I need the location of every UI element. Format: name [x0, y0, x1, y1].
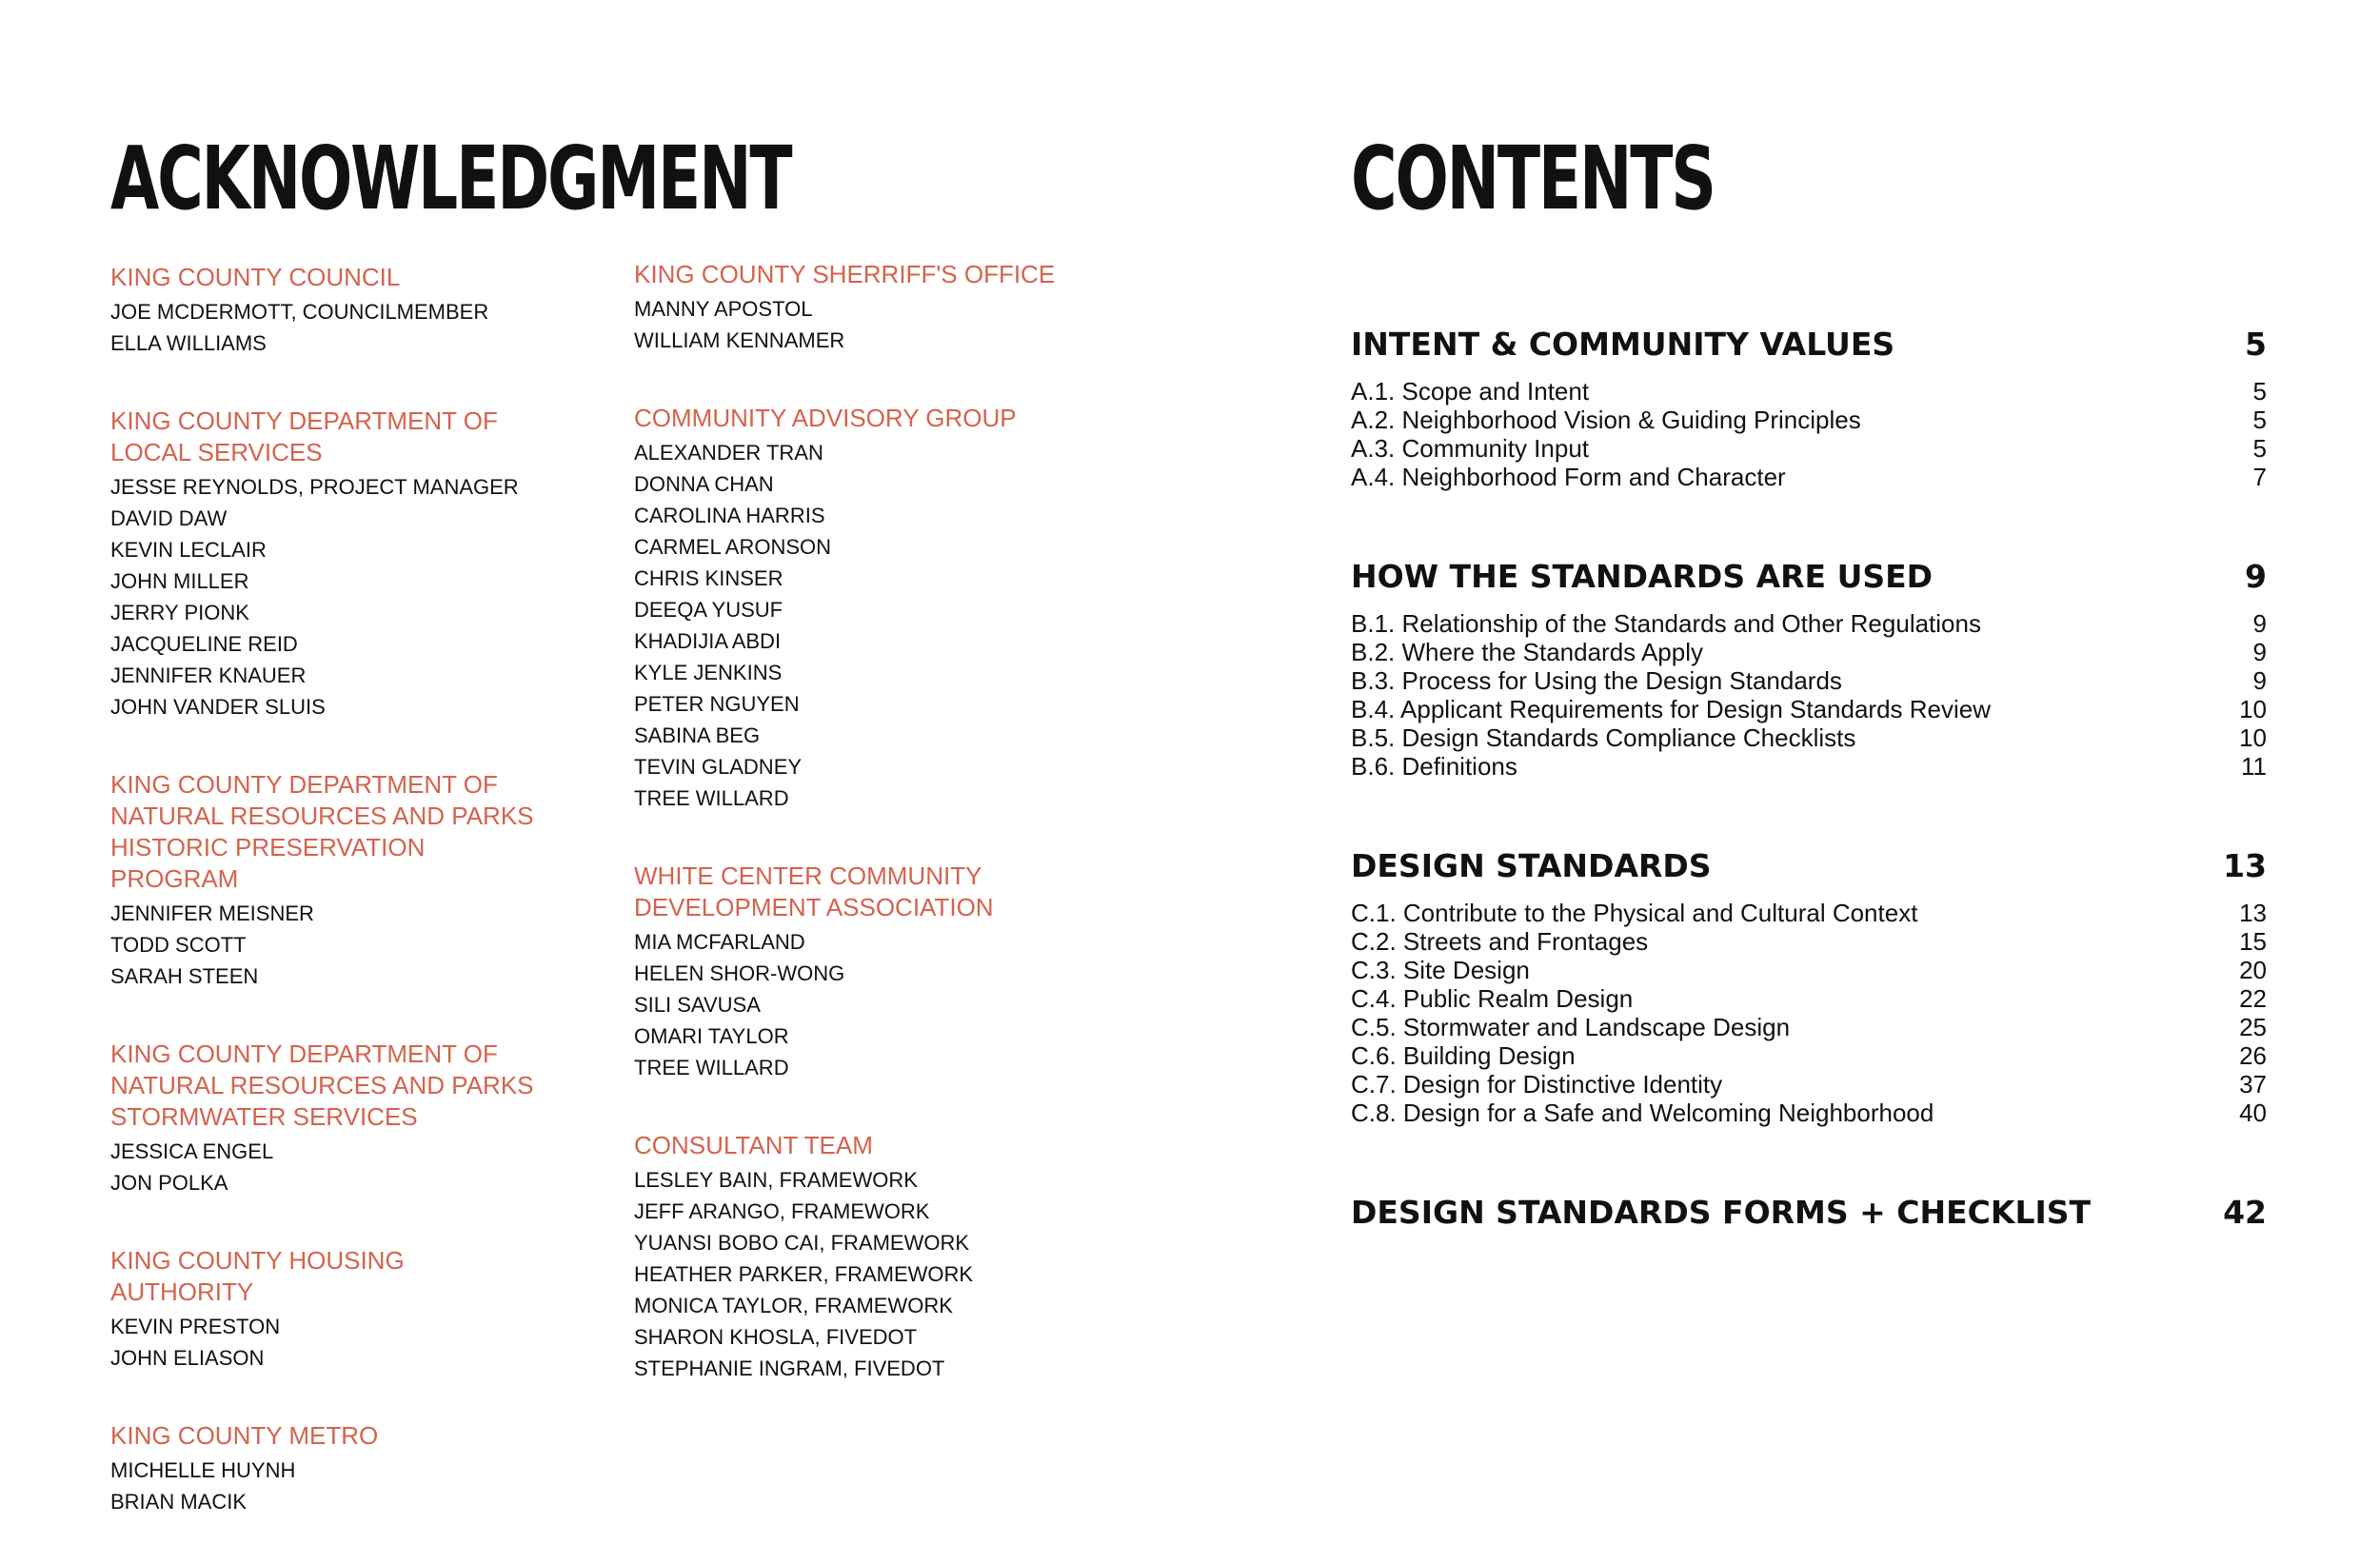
member-name: CHRIS KINSER — [634, 566, 783, 590]
member-name: HEATHER PARKER, FRAMEWORK — [634, 1262, 974, 1286]
member-name: DONNA CHAN — [634, 472, 774, 496]
toc-entry — [1351, 695, 2267, 723]
member-name: JENNIFER KNAUER — [110, 663, 307, 687]
toc-entry — [1351, 1099, 2267, 1127]
member-name: ALEXANDER TRAN — [634, 441, 823, 465]
toc-entry-label: B.5. Design Standards Compliance Checklists — [1351, 723, 1856, 752]
member-name: BRIAN MACIK — [110, 1490, 248, 1514]
member-name: JENNIFER MEISNER — [110, 901, 314, 925]
toc-entry-label: C.8. Design for a Safe and Welcoming Neighborhood — [1351, 1099, 1934, 1127]
toc-entry-page: 5 — [2252, 434, 2267, 463]
group-title — [110, 1039, 644, 1133]
toc-entry-label: C.7. Design for Distinctive Identity — [1351, 1070, 1723, 1099]
toc-entry-page: 40 — [2239, 1099, 2267, 1127]
toc-entry-label: B.6. Definitions — [1351, 752, 1517, 781]
member-name: TODD SCOTT — [110, 933, 247, 957]
toc-entry-label: C.5. Stormwater and Landscape Design — [1351, 1013, 1791, 1041]
toc-entry — [1351, 984, 2267, 1013]
group-title-line: KING COUNTY HOUSING — [110, 1246, 405, 1275]
acknowledgment-group — [110, 1039, 644, 1198]
group-title-line: KING COUNTY DEPARTMENT OF — [110, 406, 498, 435]
toc-entry — [1351, 956, 2267, 984]
toc-entry-page: 22 — [2239, 984, 2267, 1013]
acknowledgment-group — [110, 1420, 644, 1517]
toc-section — [1351, 841, 2267, 1127]
toc-entry-page: 9 — [2252, 609, 2267, 638]
toc-entry-label: B.2. Where the Standards Apply — [1351, 638, 1703, 666]
toc-entry-label: C.1. Contribute to the Physical and Cultural Context — [1351, 899, 1918, 927]
member-name: KYLE JENKINS — [634, 661, 783, 684]
group-title-line: CONSULTANT TEAM — [634, 1131, 873, 1159]
toc-section-title: DESIGN STANDARDS FORMS + CHECKLIST — [1351, 1194, 2092, 1231]
toc-section — [1351, 552, 2267, 781]
acknowledgment-title: ACKNOWLEDGMENT — [110, 128, 791, 229]
group-title-line: KING COUNTY SHERRIFF'S OFFICE — [634, 260, 1056, 288]
member-name: MIA MCFARLAND — [634, 930, 805, 954]
toc-entry — [1351, 927, 2267, 956]
toc-entry — [1351, 723, 2267, 752]
toc-entry — [1351, 377, 2267, 406]
toc-entry — [1351, 1041, 2267, 1070]
toc-entry-label: B.1. Relationship of the Standards and Other Regulations — [1351, 609, 1981, 638]
toc-entry-label: A.1. Scope and Intent — [1351, 377, 1590, 406]
member-name: CAROLINA HARRIS — [634, 504, 825, 527]
member-name: JOHN MILLER — [110, 569, 249, 593]
toc-entry-page: 9 — [2252, 638, 2267, 666]
acknowledgment-group — [634, 259, 1167, 356]
member-name: TREE WILLARD — [634, 786, 789, 810]
group-title-line: KING COUNTY DEPARTMENT OF — [110, 770, 498, 799]
toc-section-title: DESIGN STANDARDS — [1351, 847, 1712, 884]
acknowledgment-group — [110, 406, 644, 723]
toc-entry-page: 37 — [2239, 1070, 2267, 1099]
toc-section-title: INTENT & COMMUNITY VALUES — [1351, 326, 1895, 363]
member-name: MANNY APOSTOL — [634, 297, 813, 321]
toc-entry — [1351, 406, 2267, 434]
member-name: JOHN ELIASON — [110, 1346, 265, 1370]
group-title-line: AUTHORITY — [110, 1277, 254, 1306]
acknowledgment-column-1 — [110, 262, 644, 1564]
member-name: TREE WILLARD — [634, 1056, 789, 1079]
toc-entry-label: C.3. Site Design — [1351, 956, 1530, 984]
group-title-line: KING COUNTY COUNCIL — [110, 263, 401, 291]
member-name: MONICA TAYLOR, FRAMEWORK — [634, 1294, 953, 1317]
member-name: JESSICA ENGEL — [110, 1139, 274, 1163]
toc-entry-label: C.4. Public Realm Design — [1351, 984, 1634, 1013]
toc-entry-label: B.3. Process for Using the Design Standards — [1351, 666, 1842, 695]
member-name: JOHN VANDER SLUIS — [110, 695, 326, 719]
group-title — [634, 1130, 1167, 1161]
toc-entry-page: 7 — [2252, 463, 2267, 491]
acknowledgment-group — [110, 1245, 644, 1374]
group-title — [634, 259, 1167, 290]
group-title — [634, 403, 1167, 434]
toc-section-heading — [1351, 841, 2267, 891]
toc-entry — [1351, 434, 2267, 463]
toc-entry-page: 10 — [2239, 723, 2267, 752]
toc-entry-label: A.2. Neighborhood Vision & Guiding Principles — [1351, 406, 1861, 434]
member-name: LESLEY BAIN, FRAMEWORK — [634, 1168, 918, 1192]
toc-entry-label: A.3. Community Input — [1351, 434, 1589, 463]
group-title-line: STORMWATER SERVICES — [110, 1102, 418, 1131]
toc-entry — [1351, 666, 2267, 695]
toc-entry-page: 5 — [2252, 406, 2267, 434]
member-name: SILI SAVUSA — [634, 993, 761, 1017]
toc-section — [1351, 320, 2267, 491]
toc-entry-page: 26 — [2239, 1041, 2267, 1070]
toc-entry-page: 10 — [2239, 695, 2267, 723]
toc-entry-label: B.4. Applicant Requirements for Design Standards Review — [1351, 695, 1992, 723]
toc-section-heading — [1351, 552, 2267, 602]
toc-entry-page: 25 — [2239, 1013, 2267, 1041]
member-name: SABINA BEG — [634, 723, 761, 747]
member-name: JERRY PIONK — [110, 601, 249, 624]
toc-entry — [1351, 1070, 2267, 1099]
toc-entry — [1351, 899, 2267, 927]
group-title-line: KING COUNTY METRO — [110, 1421, 379, 1450]
toc-entry-page: 13 — [2239, 899, 2267, 927]
member-name: DAVID DAW — [110, 506, 228, 530]
toc-section-heading — [1351, 1188, 2267, 1237]
member-name: STEPHANIE INGRAM, FIVEDOT — [634, 1356, 945, 1380]
member-name: CARMEL ARONSON — [634, 535, 832, 559]
member-name: DEEQA YUSUF — [634, 598, 783, 622]
toc-entry-label: C.2. Streets and Frontages — [1351, 927, 1649, 956]
group-title-line: HISTORIC PRESERVATION — [110, 833, 426, 861]
member-name: YUANSI BOBO CAI, FRAMEWORK — [634, 1231, 970, 1255]
toc-section-page: 9 — [2245, 558, 2267, 595]
member-name: KEVIN PRESTON — [110, 1315, 281, 1338]
toc-section-page: 5 — [2245, 326, 2267, 363]
acknowledgment-column-2 — [634, 259, 1167, 1431]
acknowledgment-group — [634, 403, 1167, 814]
group-title — [110, 1245, 644, 1308]
member-name: JACQUELINE REID — [110, 632, 298, 656]
toc-section-page: 13 — [2223, 847, 2267, 884]
group-title-line: NATURAL RESOURCES AND PARKS — [110, 1071, 534, 1099]
toc-entry-page: 20 — [2239, 956, 2267, 984]
member-name: KEVIN LECLAIR — [110, 538, 267, 562]
member-name: JON POLKA — [110, 1171, 228, 1195]
member-name: SHARON KHOSLA, FIVEDOT — [634, 1325, 918, 1349]
member-name: KHADIJIA ABDI — [634, 629, 782, 653]
group-title-line: KING COUNTY DEPARTMENT OF — [110, 1039, 498, 1068]
member-name: JOE MCDERMOTT, COUNCILMEMBER — [110, 300, 489, 324]
acknowledgment-group — [634, 861, 1167, 1083]
group-title — [110, 769, 644, 895]
group-title — [634, 861, 1167, 923]
member-name: MICHELLE HUYNH — [110, 1458, 296, 1482]
toc-section-page: 42 — [2223, 1194, 2267, 1231]
toc-entry — [1351, 1013, 2267, 1041]
acknowledgment-group — [110, 769, 644, 992]
acknowledgment-group — [634, 1130, 1167, 1384]
group-title-line: LOCAL SERVICES — [110, 438, 323, 466]
toc-entry-page: 9 — [2252, 666, 2267, 695]
toc-section-title: HOW THE STANDARDS ARE USED — [1351, 558, 1934, 595]
toc-entry — [1351, 638, 2267, 666]
member-name: OMARI TAYLOR — [634, 1024, 789, 1048]
toc-entry-page: 11 — [2241, 752, 2267, 781]
member-name: PETER NGUYEN — [634, 692, 800, 716]
member-name: SARAH STEEN — [110, 964, 259, 988]
member-name: TEVIN GLADNEY — [634, 755, 803, 779]
toc-entry-label: C.6. Building Design — [1351, 1041, 1576, 1070]
member-name: ELLA WILLIAMS — [110, 331, 267, 355]
toc-entry — [1351, 752, 2267, 781]
group-title — [110, 262, 644, 293]
member-name: JEFF ARANGO, FRAMEWORK — [634, 1199, 930, 1223]
toc-entry-page: 15 — [2239, 927, 2267, 956]
group-title — [110, 1420, 644, 1452]
group-title-line: DEVELOPMENT ASSOCIATION — [634, 893, 994, 921]
toc-entry-label: A.4. Neighborhood Form and Character — [1351, 463, 1786, 491]
group-title-line: NATURAL RESOURCES AND PARKS — [110, 802, 534, 830]
group-title — [110, 406, 644, 468]
acknowledgment-group — [110, 262, 644, 359]
group-title-line: WHITE CENTER COMMUNITY — [634, 861, 982, 890]
contents-title: CONTENTS — [1351, 128, 1715, 229]
toc-section — [1351, 1188, 2267, 1237]
toc-section-heading — [1351, 320, 2267, 369]
group-title-line: COMMUNITY ADVISORY GROUP — [634, 404, 1017, 432]
toc-entry — [1351, 463, 2267, 491]
group-title-line: PROGRAM — [110, 864, 239, 893]
table-of-contents — [1351, 320, 2267, 1298]
member-name: HELEN SHOR-WONG — [634, 961, 845, 985]
toc-entry-page: 5 — [2252, 377, 2267, 406]
member-name: WILLIAM KENNAMER — [634, 328, 845, 352]
toc-entry — [1351, 609, 2267, 638]
member-name: JESSE REYNOLDS, PROJECT MANAGER — [110, 475, 519, 499]
